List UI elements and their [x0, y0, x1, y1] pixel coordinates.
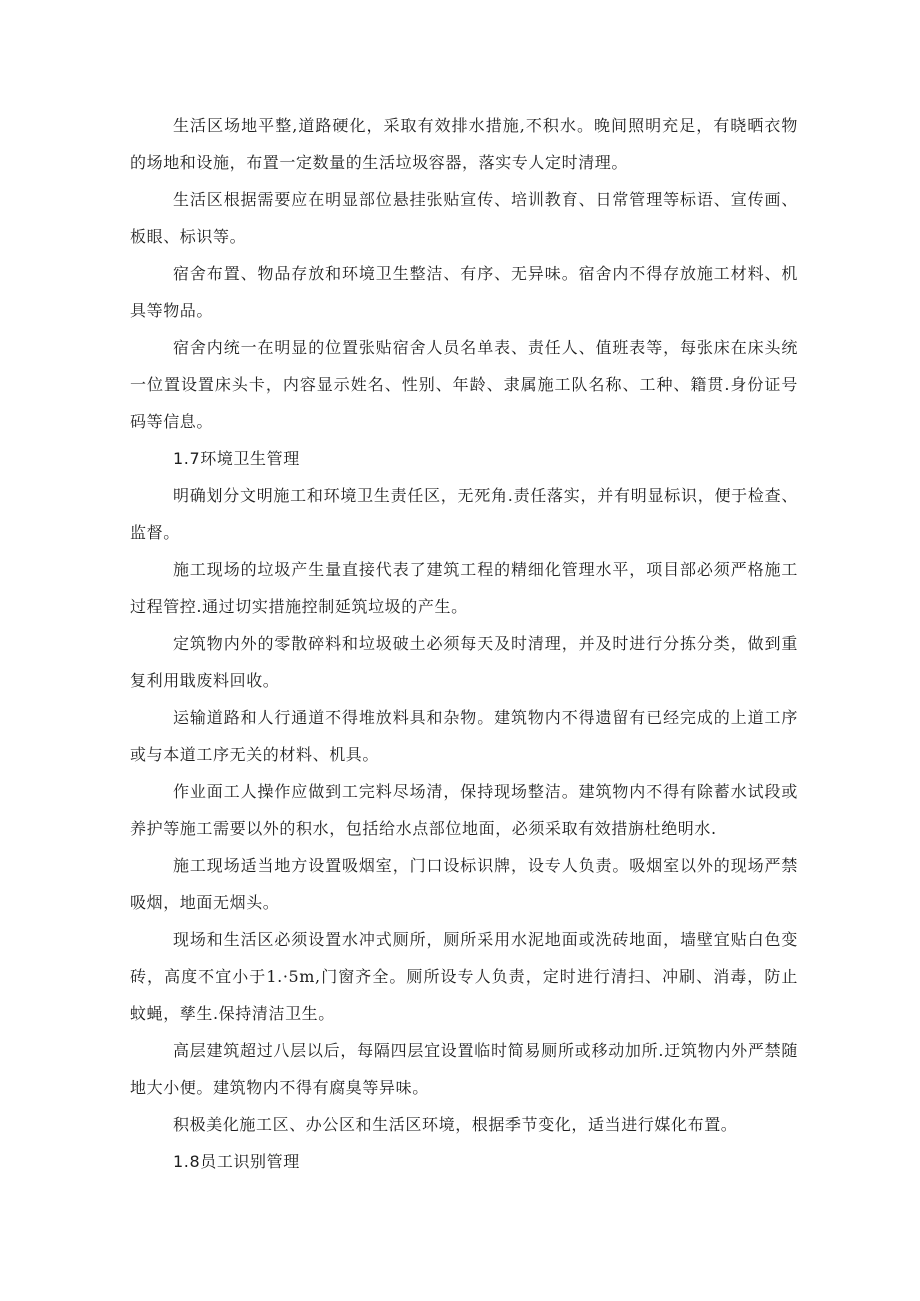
paragraph-living-area-signage: 生活区根据需要应在明显部位悬挂张贴宣传、培训教育、日常管理等标语、宣传画、板眼、标识等。 [130, 190, 798, 246]
section-number: 1.7 [173, 449, 201, 468]
paragraph-toilets: 现场和生活区必须设置水冲式厕所，厕所采用水泥地面或洗砖地面，墙壁宜贴白色变砖，高度不宜小于1.·5m,门窗齐全。厕所设专人负责，定时进行清扫、冲刷、消毒，防止蚊蝇，孳生.保持清洁卫生。 [130, 930, 798, 1023]
paragraph-high-rise-toilets: 高层建筑超过八层以后，每隔四层宜设置临时简易厕所或移动加所.迂筑物内外严禁随地大小便。建筑物内不得有腐臭等异味。 [130, 1041, 798, 1097]
paragraph-waste-control: 施工现场的垃圾产生量直接代表了建筑工程的精细化管理水平，项目部必须严格施工过程管控.通过切实措施控制延筑垃圾的产生。 [130, 560, 798, 616]
paragraph-smoking-room: 施工现场适当地方设置吸烟室，门口设标识牌，设专人负责。吸烟室以外的现场严禁吸烟，地面无烟头。 [130, 856, 798, 912]
paragraph-responsibility-zones: 明确划分文明施工和环境卫生责任区，无死角.责任落实，并有明显标识，便于检查、监督。 [130, 486, 798, 542]
paragraph-dormitory-roster: 宿舍内统一在明显的位置张贴宿舍人员名单表、责任人、值班表等，每张床在床头统一位置设置床头卡，内容显示姓名、性别、年龄、隶属施工队名称、工种、籍贯.身份证号码等信息。 [130, 338, 798, 431]
paragraph-dormitory-layout: 宿舍布置、物品存放和环境卫生整洁、有序、无异味。宿舍内不得存放施工材料、机具等物品。 [130, 264, 798, 320]
section-heading-1-8 [130, 1143, 798, 1180]
section-number: 1.8 [173, 1152, 201, 1171]
section-heading-1-7 [130, 440, 798, 477]
paragraph-roads-clear: 运输道路和人行通道不得堆放料具和杂物。建筑物内不得遗留有已经完成的上道工序或与本道工序无关的材料、机具。 [130, 708, 798, 764]
paragraph-work-surface: 作业面工人操作应做到工完料尽场清，保持现场整洁。建筑物内不得有除蓄水试段或养护等施工需要以外的积水，包括给水点部位地面，必须采取有效措旃杜绝明水. [130, 782, 798, 838]
paragraph-beautification: 积极美化施工区、办公区和生活区环境，根据季节变化，适当进行媒化布置。 [173, 1115, 738, 1134]
paragraph-living-area-site: 生活区场地平整,道路硬化，采取有效排水措施,不积水。晚间照明充足，有晓晒衣物的场地和设施，布置一定数量的生活垃圾容器，落实专人定时清理。 [130, 116, 798, 172]
paragraph-debris-cleanup: 定筑物内外的零散碎料和垃圾破土必须每天及时清理，并及时进行分拣分类，做到重复利用戢废料回收。 [130, 634, 798, 690]
document-body [130, 107, 798, 1180]
section-title: 环境卫生管理 [200, 449, 300, 468]
section-title: 员工识别管理 [200, 1152, 300, 1171]
